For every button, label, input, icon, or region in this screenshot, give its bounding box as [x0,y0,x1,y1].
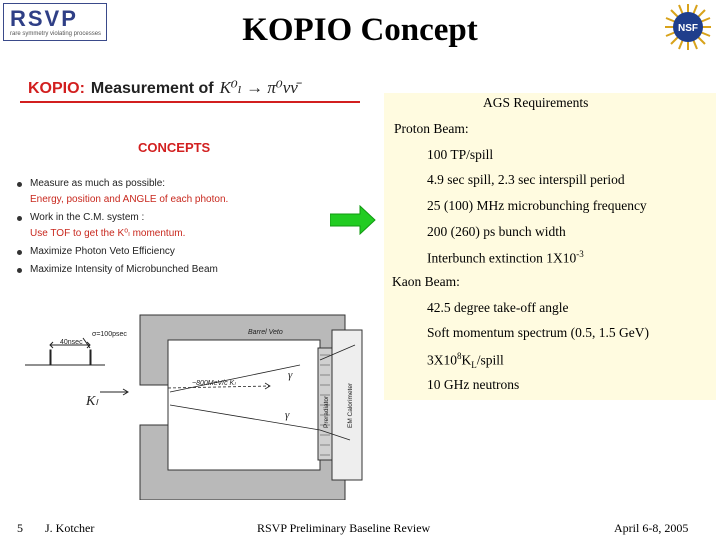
momentum-label: ~800MeV/c Kₗ [192,380,236,387]
preradiator-label: Preradiator [323,395,330,428]
gamma-label-1: γ [288,369,293,381]
kopio-heading-formula: K⁰ₗ → π⁰νν̄ [219,78,298,97]
kaon-count-prefix: 3X10 [427,352,457,368]
footer-date: April 6-8, 2005 [614,521,689,535]
kaon-count-suffix: /spill [476,352,504,368]
kopio-heading [28,78,298,98]
kopio-heading-red: KOPIO: [28,80,85,97]
extinction-item [427,249,584,267]
beam-arrow-icon [100,389,128,395]
barrel-veto-label: Barrel Veto [248,329,283,336]
bullet-item-sub: Use TOF to get the K⁰ₗ momentum. [30,228,186,239]
period-label: 40nsec [60,339,83,346]
bullet-item: Maximize Intensity of Microbunched Beam [30,264,218,275]
neutrons-item: 10 GHz neutrons [427,377,520,392]
proton-item: 25 (100) MHz microbunching frequency [427,198,647,213]
kaon-count-item [427,351,504,370]
proton-beam-heading: Proton Beam: [394,121,469,136]
detector-diagram [20,310,370,500]
sigma-label: σ=100psec [92,331,127,338]
concepts-title: CONCEPTS [138,140,211,155]
kaon-count-sub: L [471,360,477,371]
bullet-item: Work in the C.M. system : [30,212,145,223]
right-arrow-icon [330,205,376,235]
bullet-item-sub: Energy, position and ANGLE of each photon. [30,194,229,205]
calorimeter-label: EM Calorimeter [347,382,354,428]
footer-author: J. Kotcher [45,521,95,535]
page-number: 5 [17,521,23,535]
heading-divider [20,101,360,103]
kaon-count-exponent: 8 [457,351,462,361]
kaon-beam-heading: Kaon Beam: [392,274,460,289]
extinction-exponent: -3 [576,249,584,259]
proton-item: 200 (260) ps bunch width [427,224,566,239]
extinction-text: Interbunch extinction 1X10 [427,250,577,266]
proton-item: 100 TP/spill [427,147,494,162]
slide-title: KOPIO Concept [242,12,478,48]
bullet-item: Measure as much as possible: [30,178,166,189]
proton-item: 4.9 sec spill, 2.3 sec interspill period [427,172,625,187]
logo-text: RSVP [10,6,78,31]
kaon-item: 42.5 degree take-off angle [427,300,569,315]
logo-tagline: rare symmetry violating processes [10,31,102,37]
bullet-item: Maximize Photon Veto Efficiency [30,246,175,257]
footer-event: RSVP Preliminary Baseline Review [257,521,431,535]
kaon-count-k: K [461,352,472,368]
beam-label: Kₗ [86,394,98,409]
nsf-logo [664,3,712,51]
gamma-label-2: γ [285,409,290,421]
kaon-item: Soft momentum spectrum (0.5, 1.5 GeV) [427,325,649,340]
requirements-title: AGS Requirements [483,95,589,110]
kopio-heading-black: Measurement of [90,80,214,97]
nsf-label: NSF [678,23,698,34]
